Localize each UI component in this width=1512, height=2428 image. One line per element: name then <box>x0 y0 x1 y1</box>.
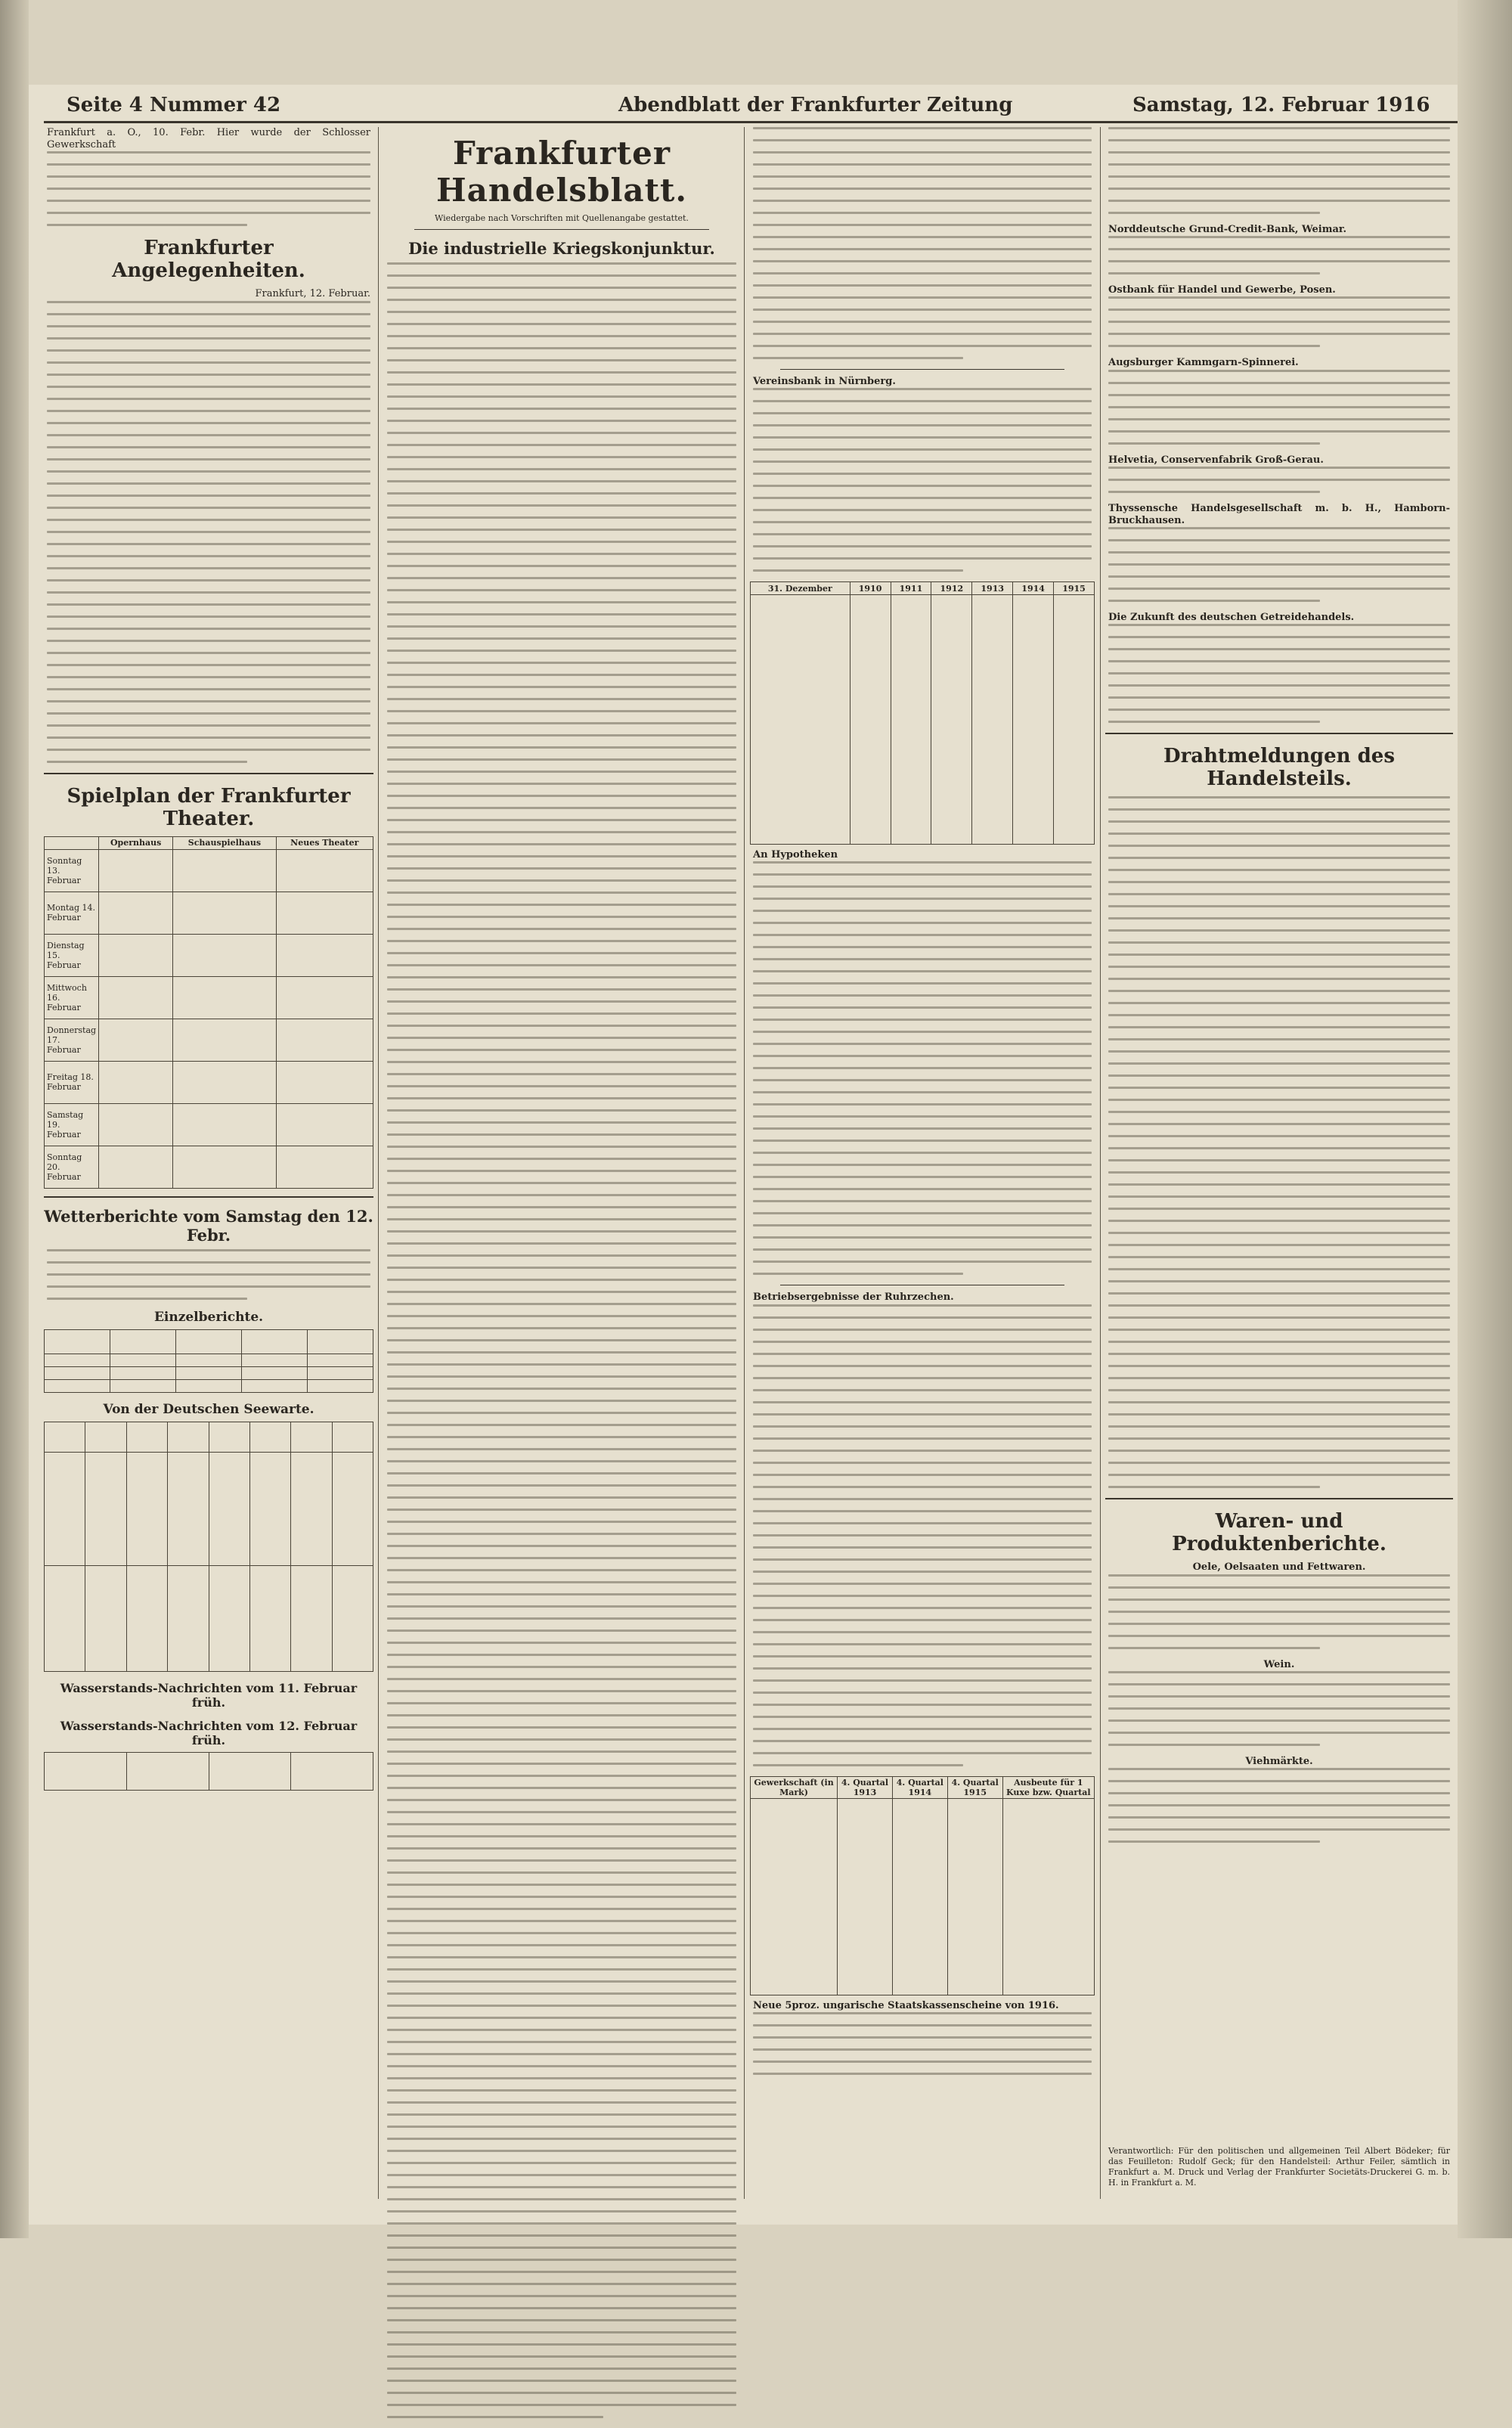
table-header: 4. Quartal 1914 <box>892 1776 947 1798</box>
text-block <box>47 1249 370 1300</box>
theater-table <box>44 836 373 1189</box>
masthead <box>44 91 1458 123</box>
text-block <box>753 388 1092 572</box>
weather-subtitle: Einzelberichte. <box>153 1309 264 1325</box>
theater-day: Mittwoch 16. Februar <box>45 976 99 1019</box>
news-item-heading: Augsburger Kammgarn-Spinnerei. <box>1108 357 1299 369</box>
table-header: 1910 <box>850 582 891 595</box>
news-item-heading: Die Zukunft des deutschen Getreidehandels. <box>1108 612 1355 624</box>
section-title-local: Frankfurter Angelegenheiten. <box>112 237 305 283</box>
column-2 <box>384 127 739 2428</box>
table-header: 1915 <box>1054 582 1095 595</box>
cattle-subtitle: Viehmärkte. <box>1245 1755 1313 1767</box>
column-1 <box>44 127 373 1795</box>
table-header: Gewerkschaft (in Mark) <box>751 1776 838 1798</box>
table-header: 1911 <box>891 582 931 595</box>
page-edge-right <box>1458 0 1512 2238</box>
theater-day: Freitag 18. Februar <box>45 1061 99 1103</box>
oil-subtitle: Oele, Oelsaaten und Fettwaren. <box>1192 1561 1366 1574</box>
hypothek-heading: An Hypotheken <box>753 849 838 861</box>
column-rule <box>744 127 745 2199</box>
column-3 <box>750 127 1095 2085</box>
text-block <box>1108 467 1450 493</box>
column-rule <box>1100 127 1101 2199</box>
theater-day: Dienstag 15. Februar <box>45 934 99 976</box>
text-block <box>47 151 370 226</box>
text-block <box>47 301 370 763</box>
table-header: Ausbeute für 1 Kuxe bzw. Quartal <box>1002 1776 1094 1798</box>
wine-subtitle: Wein. <box>1263 1658 1295 1670</box>
bank-heading: Vereinsbank in Nürnberg. <box>753 376 896 387</box>
theater-day: Sonntag 20. Februar <box>45 1146 99 1188</box>
theater-header: Schauspielhaus <box>173 836 276 849</box>
text-block <box>1108 236 1450 274</box>
news-item-heading: Helvetia, Conservenfabrik Groß-Gerau. <box>1108 454 1324 466</box>
table-header: 1914 <box>1013 582 1054 595</box>
ruhr-heading: Betriebsergebnisse der Ruhrzechen. <box>753 1292 954 1304</box>
table-header: 4. Quartal 1915 <box>947 1776 1002 1798</box>
text-block <box>753 127 1092 359</box>
text-block <box>1108 1671 1450 1746</box>
theater-header: Opernhaus <box>99 836 173 849</box>
text-block <box>387 262 736 2418</box>
text-block <box>753 2012 1092 2075</box>
theater-day: Samstag 19. Februar <box>45 1103 99 1146</box>
text-block <box>1108 296 1450 347</box>
text-block <box>753 1304 1092 1766</box>
seewarte-table <box>44 1422 373 1672</box>
weather-title: Wetterberichte vom Samstag den 12. Febr. <box>44 1206 373 1245</box>
text-block <box>753 861 1092 1275</box>
news-item-heading: Ostbank für Handel und Gewerbe, Posen. <box>1108 284 1336 296</box>
telegram-title: Drahtmeldungen des Handelsteils. <box>1163 745 1395 791</box>
seewarte-title: Von der Deutschen Seewarte. <box>103 1401 314 1417</box>
goods-title: Waren- und Produktenberichte. <box>1172 1510 1387 1556</box>
column-4 <box>1105 127 1453 1853</box>
text-block <box>1108 127 1450 214</box>
column-rule <box>378 127 379 2199</box>
text-block <box>1108 1768 1450 1843</box>
theater-day: Donnerstag 17. Februar <box>45 1019 99 1061</box>
theater-day: Sonntag 13. Februar <box>45 849 99 892</box>
coal-table <box>750 1776 1095 1995</box>
page-edge-left <box>0 0 29 2238</box>
masthead-page-number: Seite 4 Nummer 42 <box>67 94 281 116</box>
weather-table <box>44 1329 373 1393</box>
news-item-heading: Thyssensche Handelsgesellschaft m. b. H., Hamborn-Bruckhausen. <box>1108 502 1450 527</box>
article-title: Die industrielle Kriegskonjunktur. <box>408 239 715 258</box>
text-block <box>1108 624 1450 723</box>
section-title-handelsblatt: Frankfurter Handelsblatt. <box>435 135 688 209</box>
text-block <box>1108 1574 1450 1649</box>
news-item-heading: Norddeutsche Grund-Credit-Bank, Weimar. <box>1108 224 1347 235</box>
reprint-note: Wiedergabe nach Vorschriften mit Quellenangabe gestattet. <box>435 213 689 223</box>
table-header: 1912 <box>931 582 972 595</box>
theater-day: Montag 14. Februar <box>45 892 99 934</box>
theater-header: Neues Theater <box>276 836 373 849</box>
text-block <box>1108 370 1450 445</box>
bottom-heading: Neue 5proz. ungarische Staatskassenscheine von 1916. <box>753 1999 1059 2011</box>
text-block <box>1108 527 1450 602</box>
water-title-2: Wasserstands-Nachrichten vom 12. Februar früh. <box>60 1718 358 1747</box>
masthead-date: Samstag, 12. Februar 1916 <box>1132 94 1430 116</box>
table-header: 1913 <box>972 582 1013 595</box>
table-header: 31. Dezember <box>751 582 850 595</box>
theater-title: Spielplan der Frankfurter Theater. <box>67 784 351 830</box>
dateline: Frankfurt, 12. Februar. <box>255 288 370 300</box>
water-title-1: Wasserstands-Nachrichten vom 11. Februar früh. <box>60 1680 358 1710</box>
lead-text: Frankfurt a. O., 10. Febr. Hier wurde der Schlosser Gewerkschaft <box>47 127 370 151</box>
masthead-title: Abendblatt der Frankfurter Zeitung <box>618 94 1013 116</box>
water-table <box>44 1752 373 1791</box>
text-block <box>1108 796 1450 1488</box>
imprint-footer: Verantwortlich: Für den politischen und allgemeinen Teil Albert Bödeker; für das Feuilleton: Rudolf Geck; für den Handelsteil: Arthur Feiler, sämtlich in Frankfurt a. M. Druck und Verlag der Frankfurter Societäts-Druckerei G. m. b. H. in Frankfurt a. M. <box>1108 2146 1450 2188</box>
bank-balance-table <box>750 581 1095 845</box>
table-header: 4. Quartal 1913 <box>838 1776 893 1798</box>
